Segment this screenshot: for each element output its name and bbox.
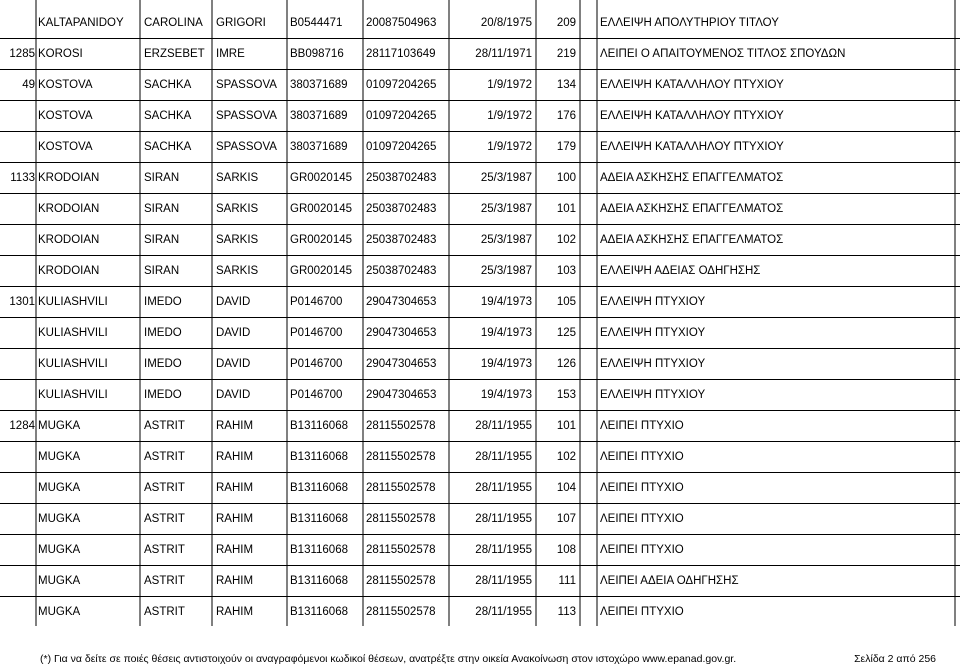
surname-cell: MUGKA [38, 544, 81, 556]
passport-cell: B13116068 [290, 513, 348, 525]
first-name-cell: IMEDO [144, 389, 182, 401]
father-name-cell: DAVID [216, 389, 251, 401]
father-name-cell: SPASSOVA [216, 141, 277, 153]
surname-cell: MUGKA [38, 575, 81, 587]
first-name-cell: IMEDO [144, 327, 182, 339]
page-number: Σελίδα 2 από 256 [854, 653, 936, 665]
birth-date-cell: 28/11/1955 [475, 606, 532, 618]
position-code-cell: 179 [556, 141, 576, 153]
table-row [0, 287, 960, 318]
father-name-cell: RAHIM [216, 606, 254, 618]
rejection-reason-cell: ΛΕΙΠΕΙ ΠΤΥΧΙΟ [600, 513, 684, 525]
table-row [0, 380, 960, 411]
position-code-cell: 107 [556, 513, 576, 525]
row-id-cell [0, 225, 35, 256]
surname-cell: MUGKA [38, 513, 81, 525]
position-code-cell: 101 [556, 420, 576, 432]
first-name-cell: ASTRIT [144, 420, 185, 432]
passport-cell: BB098716 [290, 48, 344, 60]
passport-cell: P0146700 [290, 389, 343, 401]
birth-date-cell: 28/11/1955 [475, 420, 532, 432]
row-id-cell [0, 380, 35, 411]
birth-date-cell: 25/3/1987 [480, 265, 532, 277]
position-code-cell: 219 [556, 48, 576, 60]
surname-cell: KULIASHVILI [38, 327, 108, 339]
birth-date-cell: 25/3/1987 [480, 172, 532, 184]
code-cell: 28115502578 [366, 606, 436, 618]
father-name-cell: SARKIS [216, 172, 259, 184]
rejection-reason-cell: ΛΕΙΠΕΙ ΠΤΥΧΙΟ [600, 544, 684, 556]
code-cell: 20087504963 [366, 17, 437, 29]
birth-date-cell: 28/11/1955 [475, 575, 532, 587]
row-id-cell: 1301 [9, 296, 35, 308]
position-code-cell: 102 [556, 234, 576, 246]
passport-cell: 380371689 [290, 79, 348, 91]
row-id-cell [0, 473, 35, 504]
first-name-cell: ERZSEBET [144, 48, 205, 60]
table-row [0, 225, 960, 256]
rejection-reason-cell: ΕΛΛΕΙΨΗ ΠΤΥΧΙΟΥ [600, 389, 706, 401]
row-id-cell [0, 597, 35, 628]
rejection-reason-cell: ΕΛΛΕΙΨΗ ΑΔΕΙΑΣ ΟΔΗΓΗΣΗΣ [600, 265, 761, 277]
first-name-cell: SIRAN [144, 203, 180, 215]
table-row [0, 132, 960, 163]
rejection-reason-cell: ΕΛΛΕΙΨΗ ΚΑΤΑΛΛΗΛΟΥ ΠΤΥΧΙΟΥ [600, 110, 784, 122]
rejection-reason-cell: ΛΕΙΠΕΙ ΠΤΥΧΙΟ [600, 482, 684, 494]
first-name-cell: IMEDO [144, 296, 182, 308]
first-name-cell: SACHKA [144, 79, 192, 91]
position-code-cell: 101 [556, 203, 576, 215]
rejection-reason-cell: ΛΕΙΠΕΙ ΠΤΥΧΙΟ [600, 451, 684, 463]
surname-cell: KRODOIAN [38, 265, 100, 277]
birth-date-cell: 28/11/1955 [475, 513, 532, 525]
first-name-cell: ASTRIT [144, 575, 185, 587]
footnote-text: (*) Για να δείτε σε ποιές θέσεις αντιστοιχούν οι αναγραφόμενοι κωδικοί θέσεων, ανατρέξτε στην οικεία Ανακοίνωση στον ιστοχώρο www.epanad.gov.gr. [40, 653, 737, 665]
rejection-reason-cell: ΑΔΕΙΑ ΑΣΚΗΣΗΣ ΕΠΑΓΓΕΛΜΑΤΟΣ [600, 172, 784, 184]
birth-date-cell: 28/11/1971 [475, 48, 532, 60]
passport-cell: GR0020145 [290, 172, 353, 184]
passport-cell: P0146700 [290, 358, 343, 370]
birth-date-cell: 1/9/1972 [487, 141, 532, 153]
position-code-cell: 153 [556, 389, 576, 401]
code-cell: 25038702483 [366, 234, 437, 246]
code-cell: 28115502578 [366, 544, 436, 556]
first-name-cell: CAROLINA [144, 17, 203, 29]
rejection-reason-cell: ΕΛΛΕΙΨΗ ΑΠΟΛΥΤΗΡΙΟΥ ΤΙΤΛΟΥ [600, 17, 779, 29]
row-id-cell [0, 256, 35, 287]
code-cell: 28117103649 [366, 48, 436, 60]
first-name-cell: SIRAN [144, 172, 180, 184]
surname-cell: KOSTOVA [38, 141, 93, 153]
father-name-cell: SPASSOVA [216, 110, 277, 122]
first-name-cell: SIRAN [144, 234, 180, 246]
row-id-cell [0, 442, 35, 473]
father-name-cell: RAHIM [216, 513, 254, 525]
rejection-reason-cell: ΕΛΛΕΙΨΗ ΚΑΤΑΛΛΗΛΟΥ ΠΤΥΧΙΟΥ [600, 141, 784, 153]
table-row [0, 504, 960, 535]
row-id-cell [0, 349, 35, 380]
passport-cell: P0146700 [290, 296, 343, 308]
first-name-cell: SIRAN [144, 265, 180, 277]
birth-date-cell: 28/11/1955 [475, 482, 532, 494]
code-cell: 01097204265 [366, 141, 437, 153]
code-cell: 28115502578 [366, 451, 436, 463]
row-id-cell [0, 194, 35, 225]
row-id-cell: 1284 [9, 420, 35, 432]
row-id-cell [0, 132, 35, 163]
position-code-cell: 176 [556, 110, 576, 122]
position-code-cell: 126 [556, 358, 576, 370]
code-cell: 01097204265 [366, 79, 437, 91]
table-row [0, 163, 960, 194]
birth-date-cell: 19/4/1973 [480, 389, 532, 401]
code-cell: 29047304653 [366, 358, 437, 370]
table-row [0, 194, 960, 225]
passport-cell: B13116068 [290, 482, 348, 494]
passport-cell: B0544471 [290, 17, 343, 29]
rejection-reason-cell: ΕΛΛΕΙΨΗ ΚΑΤΑΛΛΗΛΟΥ ΠΤΥΧΙΟΥ [600, 79, 784, 91]
father-name-cell: RAHIM [216, 544, 254, 556]
code-cell: 29047304653 [366, 389, 437, 401]
passport-cell: GR0020145 [290, 203, 353, 215]
position-code-cell: 100 [556, 172, 576, 184]
birth-date-cell: 28/11/1955 [475, 544, 532, 556]
father-name-cell: SARKIS [216, 265, 259, 277]
row-id-cell [0, 8, 35, 39]
passport-cell: 380371689 [290, 110, 348, 122]
birth-date-cell: 1/9/1972 [487, 110, 532, 122]
passport-cell: B13116068 [290, 606, 348, 618]
father-name-cell: SARKIS [216, 234, 259, 246]
position-code-cell: 209 [556, 17, 576, 29]
rejection-reason-cell: ΛΕΙΠΕΙ Ο ΑΠΑΙΤΟΥΜΕΝΟΣ ΤΙΤΛΟΣ ΣΠΟΥΔΩΝ [600, 48, 846, 60]
page-footer [0, 650, 960, 668]
passport-cell: B13116068 [290, 575, 348, 587]
birth-date-cell: 25/3/1987 [480, 234, 532, 246]
table-row [0, 442, 960, 473]
table-row [0, 256, 960, 287]
row-id-cell [0, 504, 35, 535]
father-name-cell: DAVID [216, 327, 251, 339]
father-name-cell: SARKIS [216, 203, 259, 215]
birth-date-cell: 25/3/1987 [480, 203, 532, 215]
birth-date-cell: 19/4/1973 [480, 296, 532, 308]
row-id-cell: 1133 [10, 172, 35, 184]
surname-cell: KULIASHVILI [38, 389, 108, 401]
code-cell: 28115502578 [366, 420, 436, 432]
row-id-cell [0, 535, 35, 566]
table-row [0, 349, 960, 380]
father-name-cell: DAVID [216, 358, 251, 370]
row-id-cell [0, 318, 35, 349]
code-cell: 01097204265 [366, 110, 437, 122]
code-cell: 28115502578 [366, 513, 436, 525]
position-code-cell: 111 [558, 575, 576, 587]
rejection-reason-cell: ΛΕΙΠΕΙ ΠΤΥΧΙΟ [600, 606, 684, 618]
rejection-reason-cell: ΛΕΙΠΕΙ ΠΤΥΧΙΟ [600, 420, 684, 432]
birth-date-cell: 28/11/1955 [475, 451, 532, 463]
code-cell: 29047304653 [366, 296, 437, 308]
surname-cell: KALTAPANIDOY [38, 17, 124, 29]
position-code-cell: 105 [556, 296, 576, 308]
code-cell: 29047304653 [366, 327, 437, 339]
code-cell: 25038702483 [366, 265, 437, 277]
surname-cell: KULIASHVILI [38, 296, 108, 308]
passport-cell: GR0020145 [290, 234, 353, 246]
surname-cell: KOROSI [38, 48, 83, 60]
father-name-cell: IMRE [216, 48, 245, 60]
surname-cell: KRODOIAN [38, 203, 100, 215]
rejection-reason-cell: ΕΛΛΕΙΨΗ ΠΤΥΧΙΟΥ [600, 296, 706, 308]
surname-cell: MUGKA [38, 420, 81, 432]
surname-cell: KRODOIAN [38, 234, 100, 246]
father-name-cell: RAHIM [216, 482, 254, 494]
passport-cell: B13116068 [290, 420, 348, 432]
surname-cell: MUGKA [38, 606, 81, 618]
rejection-reason-cell: ΛΕΙΠΕΙ ΑΔΕΙΑ ΟΔΗΓΗΣΗΣ [600, 575, 739, 587]
table-row [0, 535, 960, 566]
position-code-cell: 134 [556, 79, 576, 91]
first-name-cell: ASTRIT [144, 544, 185, 556]
surname-cell: KOSTOVA [38, 110, 93, 122]
passport-cell: 380371689 [290, 141, 348, 153]
table-row [0, 318, 960, 349]
father-name-cell: SPASSOVA [216, 79, 277, 91]
table-row [0, 566, 960, 597]
table-row [0, 39, 960, 70]
first-name-cell: ASTRIT [144, 513, 185, 525]
birth-date-cell: 1/9/1972 [487, 79, 532, 91]
position-code-cell: 125 [556, 327, 576, 339]
row-id-cell: 49 [22, 79, 35, 91]
first-name-cell: ASTRIT [144, 606, 185, 618]
position-code-cell: 104 [556, 482, 576, 494]
first-name-cell: IMEDO [144, 358, 182, 370]
position-code-cell: 108 [556, 544, 576, 556]
rejection-reason-cell: ΕΛΛΕΙΨΗ ΠΤΥΧΙΟΥ [600, 327, 706, 339]
row-id-cell [0, 566, 35, 597]
code-cell: 28115502578 [366, 575, 436, 587]
table-row [0, 70, 960, 101]
passport-cell: P0146700 [290, 327, 343, 339]
surname-cell: KOSTOVA [38, 79, 93, 91]
birth-date-cell: 19/4/1973 [480, 327, 532, 339]
father-name-cell: RAHIM [216, 451, 254, 463]
row-id-cell [0, 101, 35, 132]
passport-cell: B13116068 [290, 451, 348, 463]
rejection-reason-cell: ΕΛΛΕΙΨΗ ΠΤΥΧΙΟΥ [600, 358, 706, 370]
father-name-cell: RAHIM [216, 420, 254, 432]
rejection-reason-cell: ΑΔΕΙΑ ΑΣΚΗΣΗΣ ΕΠΑΓΓΕΛΜΑΤΟΣ [600, 234, 784, 246]
surname-cell: KRODOIAN [38, 172, 100, 184]
father-name-cell: DAVID [216, 296, 251, 308]
table-row [0, 8, 960, 39]
position-code-cell: 103 [556, 265, 576, 277]
surname-cell: MUGKA [38, 451, 81, 463]
passport-cell: GR0020145 [290, 265, 353, 277]
position-code-cell: 113 [557, 606, 576, 618]
position-code-cell: 102 [556, 451, 576, 463]
row-id-cell: 1285 [9, 48, 35, 60]
first-name-cell: ASTRIT [144, 451, 185, 463]
first-name-cell: SACHKA [144, 141, 192, 153]
table-row [0, 411, 960, 442]
father-name-cell: RAHIM [216, 575, 254, 587]
birth-date-cell: 20/8/1975 [480, 17, 532, 29]
code-cell: 25038702483 [366, 203, 437, 215]
birth-date-cell: 19/4/1973 [480, 358, 532, 370]
father-name-cell: GRIGORI [216, 17, 266, 29]
table-row [0, 597, 960, 628]
surname-cell: KULIASHVILI [38, 358, 108, 370]
first-name-cell: SACHKA [144, 110, 192, 122]
table-row [0, 101, 960, 132]
first-name-cell: ASTRIT [144, 482, 185, 494]
code-cell: 25038702483 [366, 172, 437, 184]
rejection-reason-cell: ΑΔΕΙΑ ΑΣΚΗΣΗΣ ΕΠΑΓΓΕΛΜΑΤΟΣ [600, 203, 784, 215]
table-row [0, 473, 960, 504]
code-cell: 28115502578 [366, 482, 436, 494]
surname-cell: MUGKA [38, 482, 81, 494]
passport-cell: B13116068 [290, 544, 348, 556]
